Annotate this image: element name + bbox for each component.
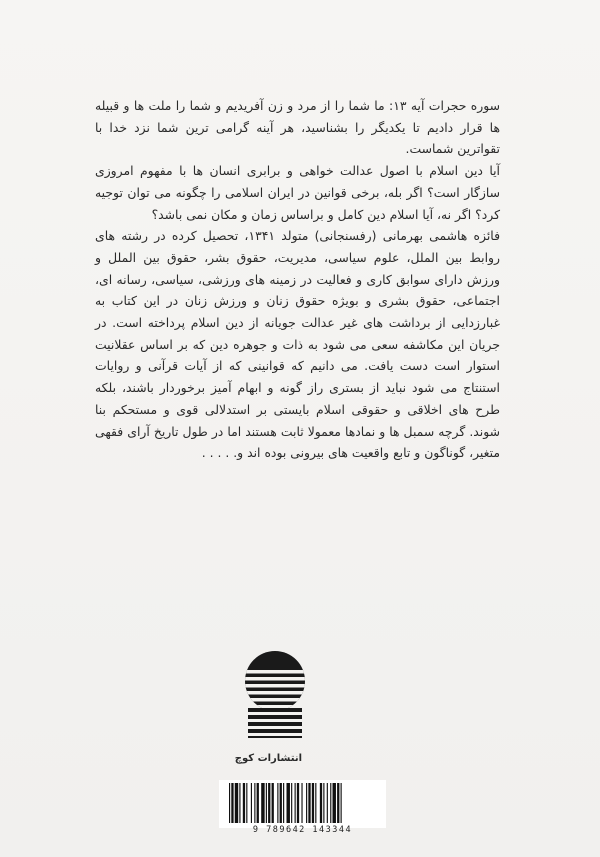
publisher-logo-icon xyxy=(244,650,306,750)
barcode-icon xyxy=(219,780,386,824)
isbn-number: 9 789642 143344 xyxy=(252,825,353,835)
publisher-name: انتشارات کوچ xyxy=(234,753,302,764)
publisher-logo xyxy=(234,650,306,770)
blurb-text xyxy=(95,95,500,464)
author-bio-paragraph: فائزه هاشمی بهرمانی (رفسنجانی) متولد ۱۳۴۱، تحصیل کرده در رشته های روابط بین الملل، علوم سیاسی، مدیریت، حقوق بشر، حقوق بین الملل و ورزش دارای سوابق کاری و فعالیت در زمینه های ورزشی، سیاسی، رسانه ای، اجتماعی، حقوق بشری و بویژه حقوق زنان و ورزش زنان در این کتاب به غبارزدایی از برداشت های غیر عدالت جویانه از دین اسلام پرداخته است. در جریان این مکاشفه سعی می شود به ذات و جوهره دین که بر اساس عقلانیت استوار است دست یافت. می دانیم که قوانینی که از آیات قرآنی و روایات استنتاج می شود نباید از بستری راز گونه و ابهام آمیز برخوردار باشند، بلکه طرح های اخلاقی و حقوقی اسلام بایستی بر استدلالی قوی و مستحکم بنا شوند. گرچه سمبل ها و نمادها معمولا ثابت هستند اما در طول تاریخ آرای فقهی متغیر، گوناگون و تابع واقعیت های بیرونی بوده اند و. . . . . xyxy=(95,228,500,461)
isbn-barcode xyxy=(219,780,386,828)
question-paragraph: آیا دین اسلام با اصول عدالت خواهی و برابری انسان ها با مفهوم امروزی سازگار است؟ اگر بله، برخی قوانین در ایران اسلامی را چگونه می توان توجیه کرد؟ اگر نه، آیا اسلام دین کامل و براساس زمان و مکان نمی باشد؟ xyxy=(95,163,500,222)
quran-verse-paragraph: سوره حجرات آیه ۱۳: ما شما را از مرد و زن آفریدیم و شما را ملت ها و قبیله ها قرار دادیم تا یکدیگر را بشناسید، هر آینه گرامی ترین شما نزد خدا با تقواترین شماست. xyxy=(95,98,500,157)
